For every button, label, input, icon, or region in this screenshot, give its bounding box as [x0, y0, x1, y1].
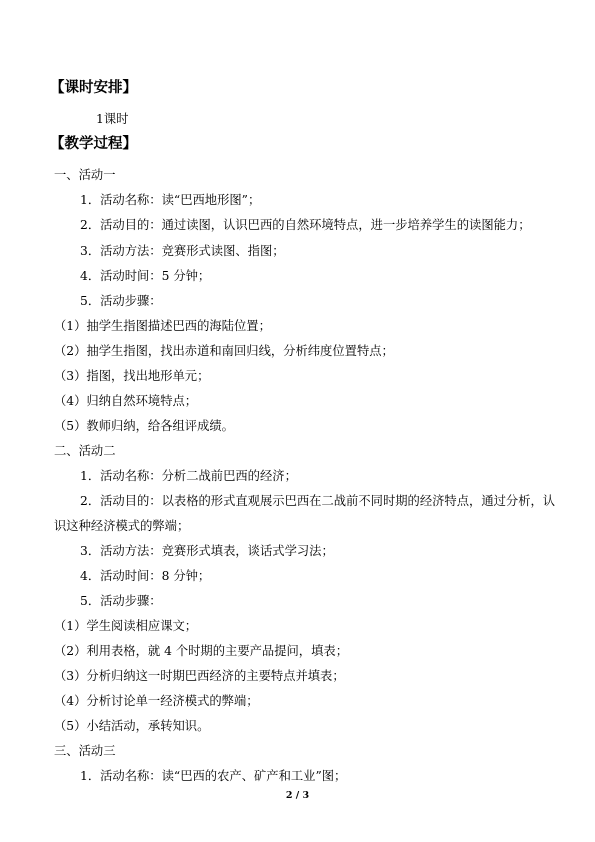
activity2-time: 4．活动时间：8 分钟；: [80, 569, 211, 583]
activity1-step-1: （1）抽学生指图描述巴西的海陆位置；: [54, 319, 271, 333]
activity3-title: 三、活动三: [54, 744, 116, 758]
activity1-step-3: （3）指图，找出地形单元；: [54, 369, 210, 383]
activity2-step-1: （1）学生阅读相应课文；: [54, 619, 198, 633]
activity1-title: 一、活动一: [54, 168, 116, 182]
activity1-step-2: （2）抽学生指图，找出赤道和南回归线，分析纬度位置特点；: [54, 344, 394, 358]
activity2-step-4: （4）分析讨论单一经济模式的弊端；: [54, 694, 259, 708]
activity2-name: 1．活动名称：分析二战前巴西的经济；: [80, 469, 297, 483]
activity1-time: 4．活动时间：5 分钟；: [80, 269, 211, 283]
schedule-content: 1课时: [96, 112, 129, 126]
schedule-heading: 【课时安排】: [50, 80, 137, 96]
activity2-title: 二、活动二: [54, 444, 116, 458]
activity2-step-2: （2）利用表格，就 4 个时期的主要产品提问，填表；: [54, 644, 348, 658]
activity2-goal-line1: 2．活动目的：以表格的形式直观展示巴西在二战前不同时期的经济特点，通过分析，认: [80, 494, 556, 508]
activity2-step-3: （3）分析归纳这一时期巴西经济的主要特点并填表；: [54, 669, 345, 683]
activity1-steps-label: 5．活动步骤：: [80, 294, 162, 308]
activity2-goal-line2: 识这种经济模式的弊端；: [54, 519, 190, 533]
activity2-step-5: （5）小结活动，承转知识。: [54, 719, 210, 733]
page-number: 2 / 3: [285, 790, 310, 801]
process-heading: 【教学过程】: [50, 136, 137, 152]
activity3-name: 1．活动名称：读“巴西的农产、矿产和工业”图；: [80, 769, 347, 783]
activity1-step-5: （5）教师归纳，给各组评成绩。: [54, 419, 234, 433]
activity1-goal: 2．活动目的：通过读图，认识巴西的自然环境特点，进一步培养学生的读图能力；: [80, 218, 531, 232]
activity1-method: 3．活动方法：竞赛形式读图、指图；: [80, 244, 285, 258]
activity1-name: 1．活动名称：读“巴西地形图”；: [80, 193, 261, 207]
activity1-step-4: （4）归纳自然环境特点；: [54, 394, 198, 408]
activity2-steps-label: 5．活动步骤：: [80, 594, 162, 608]
activity2-method: 3．活动方法：竞赛形式填表，谈话式学习法；: [80, 544, 334, 558]
